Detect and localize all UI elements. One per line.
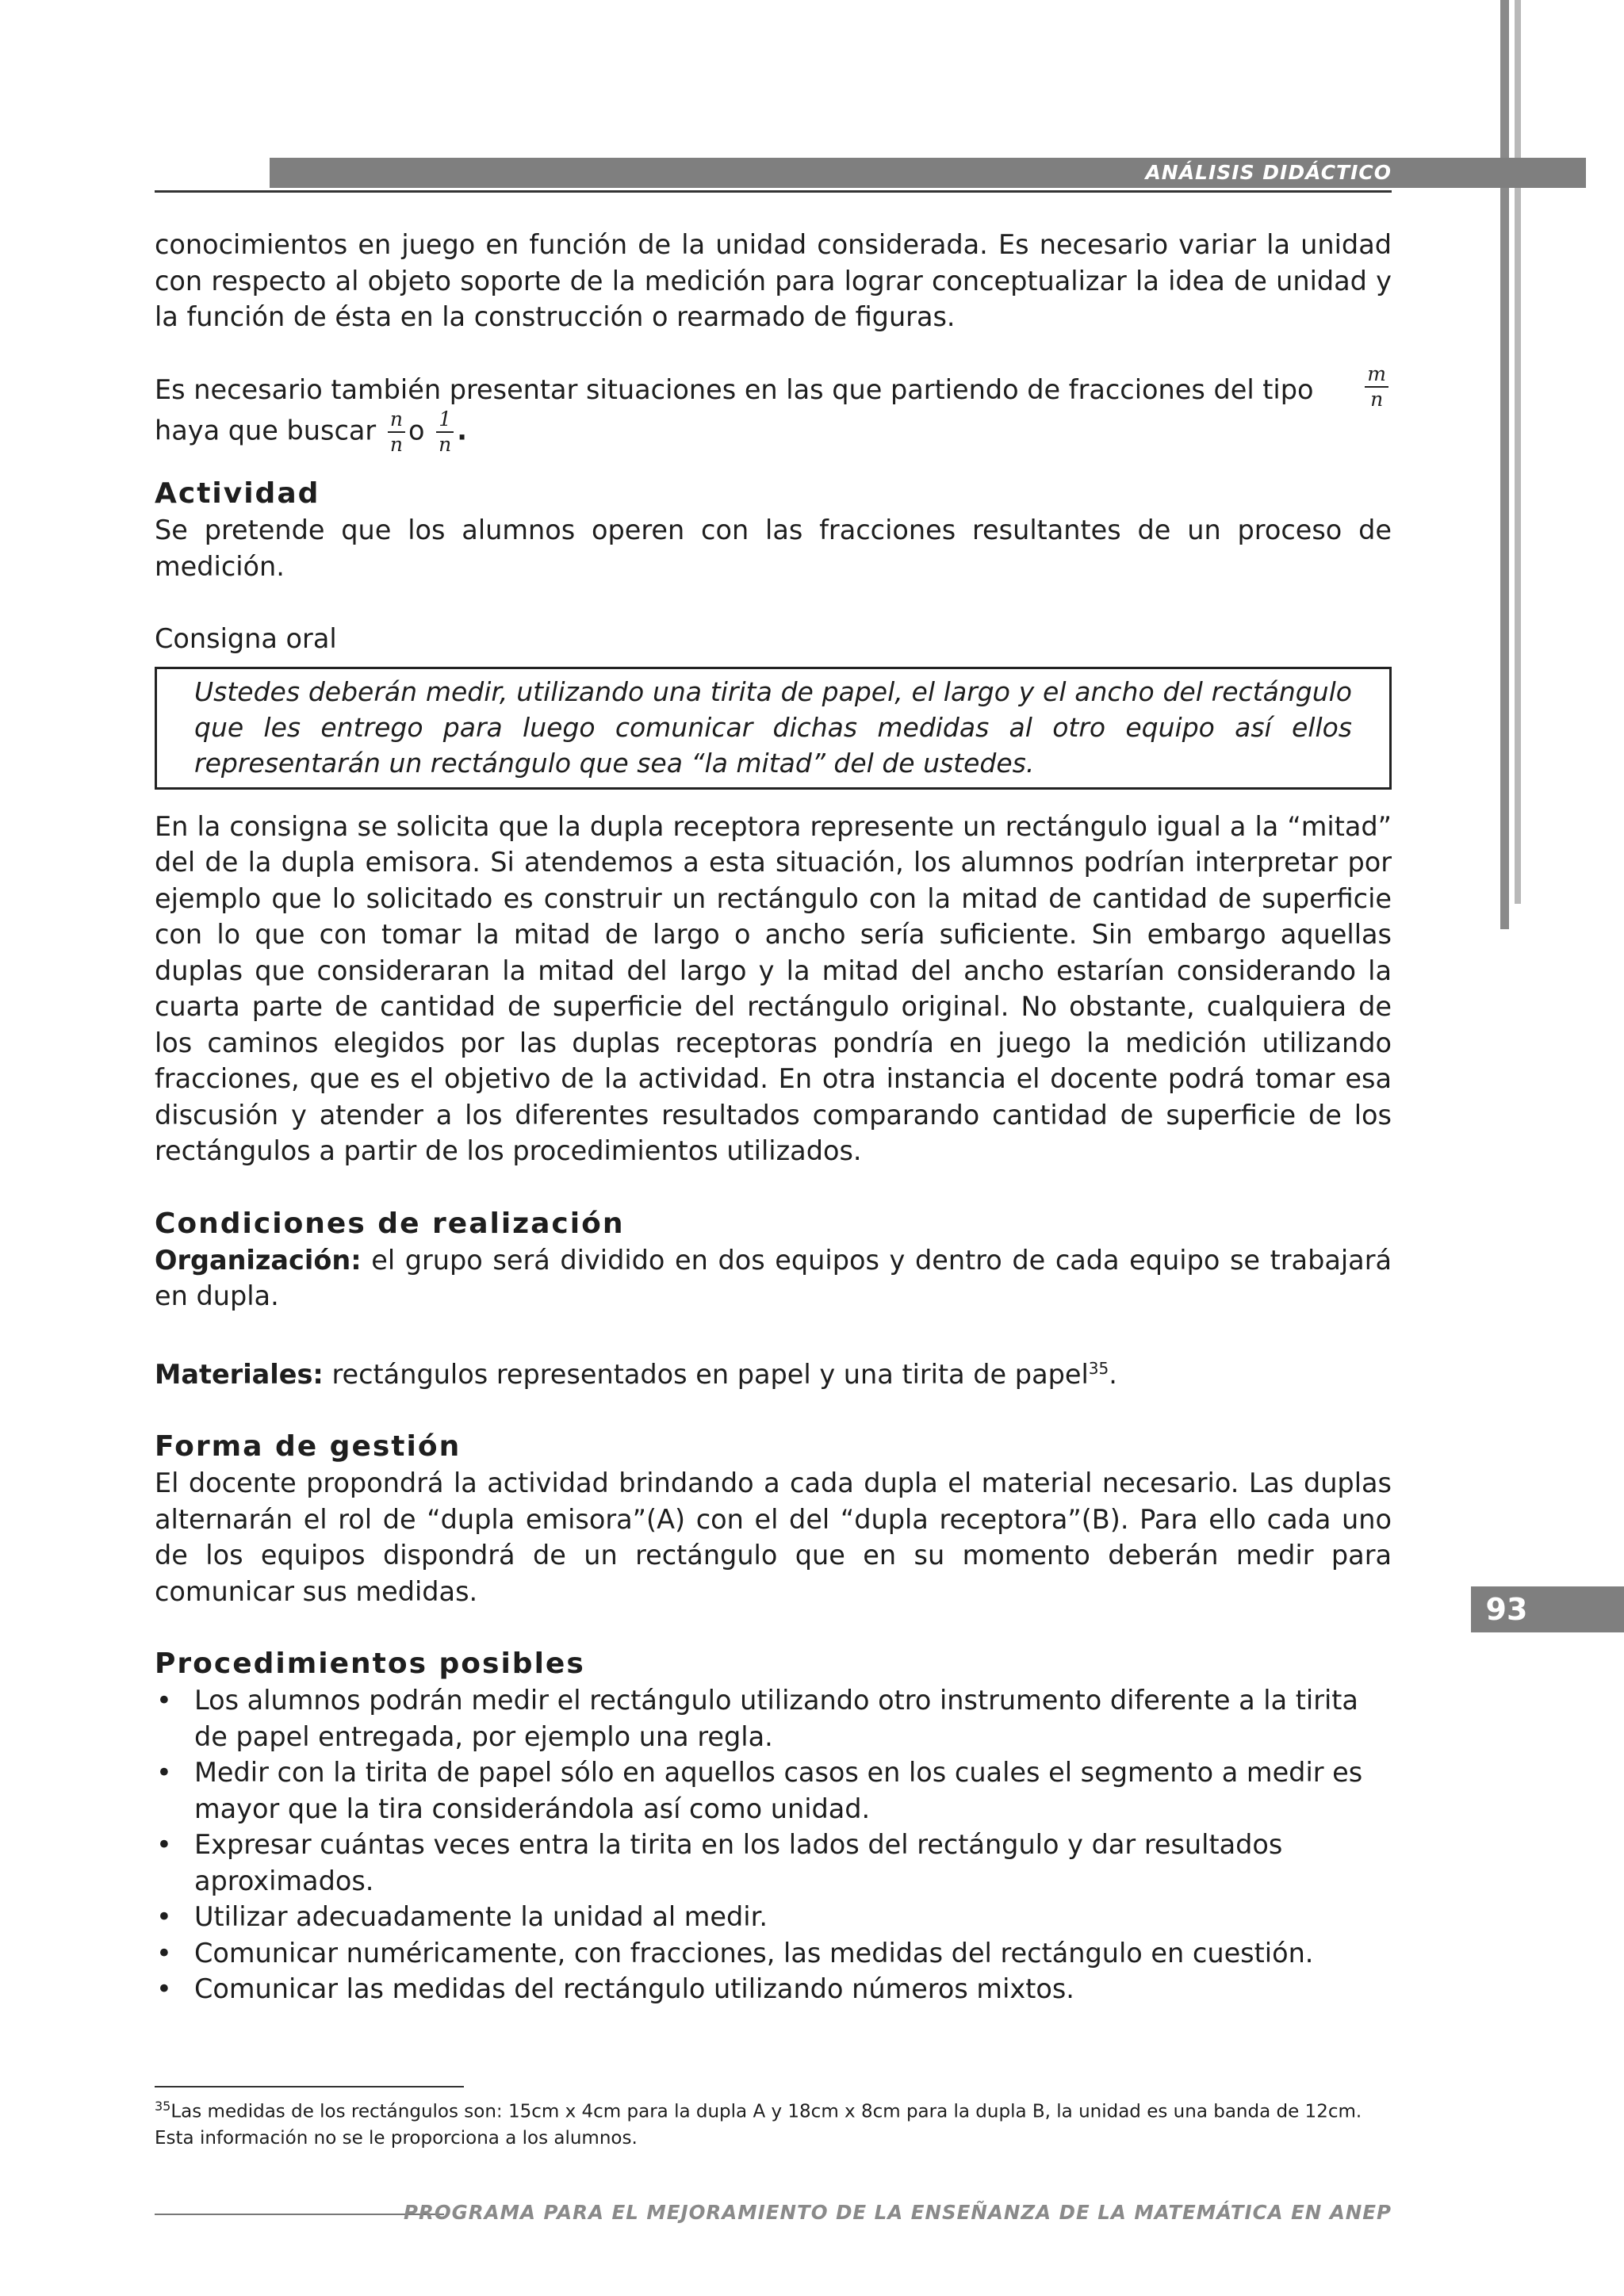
materiales-paragraph: Materiales: rectángulos representados en papel y una tirita de papel$^{35}$. [155, 1358, 1117, 1390]
page-body [155, 227, 1392, 2007]
list-item: • Comunicar numéricamente, con fracciones, las medidas del rectángulo en cuestión. [155, 1935, 1392, 1972]
fractions-paragraph: Es necesario también presentar situaciones en las que partiendo de fracciones del tipo $\frac{m}{n}$ haya que buscar $\frac{n}{n}$ o $\frac{1}{n}$ . [155, 372, 1392, 457]
page-number-tab [1471, 1586, 1624, 1632]
list-item: • Expresar cuántas veces entra la tirita en los lados del rectángulo y dar resultados aproximados. [155, 1827, 1392, 1899]
fraction-m-over-n: $\frac{m}{n}$ [1365, 362, 1388, 411]
fraction-1-over-n: $\frac{1}{n}$ [436, 408, 454, 457]
fraction-n-over-n: $\frac{n}{n}$ [388, 408, 405, 457]
actividad-heading: Actividad [155, 477, 320, 510]
procedimientos-list [155, 1682, 1392, 2007]
list-item: • Utilizar adecuadamente la unidad al medir. [155, 1899, 1392, 1935]
section-title: ANÁLISIS DIDÁCTICO [1145, 161, 1392, 184]
footnote-rule [155, 2086, 464, 2087]
footnote-ref: 35 [1088, 1358, 1109, 1378]
consigna-analysis: En la consigna se solicita que la dupla receptora represente un rectángulo igual a la “mitad” del de la dupla emisora. Si atendemos a esta situación, los alumnos podrían interpretar por ejemplo que lo solicitado es construir un rectángulo con la mitad de cantidad de superficie con lo que con tomar la mitad de largo o ancho sería suficiente. Sin embargo aquellas duplas que consideraran la mitad del largo y la mitad del ancho estarían considerando la cuarta parte de cantidad de superficie del rectángulo original. No obstante, cualquiera de los caminos elegidos por las duplas receptoras pondría en juego la medición utilizando fracciones, que es el objetivo de la actividad. En otra instancia el docente podrá tomar esa discusión y atender a los diferentes resultados comparando cantidad de superficie de los rectángulos a partir de los procedimientos utilizados. [155, 810, 1392, 1166]
intro-paragraph: conocimientos en juego en función de la unidad considerada. Es necesario variar la unidad con respecto al objeto soporte de la medición para lograr conceptualizar la idea de unidad y la función de ésta en la construcción o rearmado de figuras. [155, 229, 1392, 332]
actividad-text: Se pretende que los alumnos operen con las fracciones resultantes de un proceso de medición. [155, 515, 1392, 582]
consigna-label: Consigna oral [155, 623, 337, 654]
list-item: • Medir con la tirita de papel sólo en aquellos casos en los cuales el segmento a medir es mayor que la tira considerándola así como unidad. [155, 1755, 1392, 1827]
margin-rule-light [1515, 0, 1521, 904]
gestion-heading: Forma de gestión [155, 1430, 462, 1464]
footer-rule [155, 2214, 444, 2215]
margin-rule-dark [1500, 0, 1509, 929]
gestion-text: El docente propondrá la actividad brindando a cada dupla el material necesario. Las duplas alternarán el rol de “dupla emisora”(A) con el del “dupla receptora”(B). Para ello cada uno de los equipos dispondrá de un rectángulo que en su momento deberán medir para comunicar sus medidas. [155, 1468, 1392, 1607]
list-item: • Los alumnos podrán medir el rectángulo utilizando otro instrumento diferente a la tirita de papel entregada, por ejemplo una regla. [155, 1682, 1392, 1755]
materiales-label: Materiales: [155, 1358, 324, 1390]
consigna-box: Ustedes deberán medir, utilizando una tirita de papel, el largo y el ancho del rectángulo que les entrego para luego comunicar dichas medidas al otro equipo así ellos representarán un rectángulo que sea “la mitad” del de ustedes. [155, 667, 1392, 790]
list-item: • Comunicar las medidas del rectángulo utilizando números mixtos. [155, 1971, 1392, 2007]
organizacion-label: Organización: [155, 1244, 362, 1276]
condiciones-heading: Condiciones de realización [155, 1207, 625, 1240]
header-rule [155, 190, 1392, 193]
page-number: 93 [1485, 1592, 1528, 1627]
organizacion-paragraph: Organización: el grupo será dividido en dos equipos y dentro de cada equipo se trabajará en dupla. [155, 1244, 1392, 1311]
footnote: $^{35}$Las medidas de los rectángulos son: 15cm x 4cm para la dupla A y 18cm x 8cm para la dupla B, la unidad es una banda de 12cm. Esta información no se le proporciona a los alumnos. [155, 2099, 1362, 2149]
footer-program: PROGRAMA PARA EL MEJORAMIENTO DE LA ENSEÑANZA DE LA MATEMÁTICA EN ANEP [404, 2201, 1392, 2224]
procedimientos-heading: Procedimientos posibles [155, 1647, 585, 1681]
